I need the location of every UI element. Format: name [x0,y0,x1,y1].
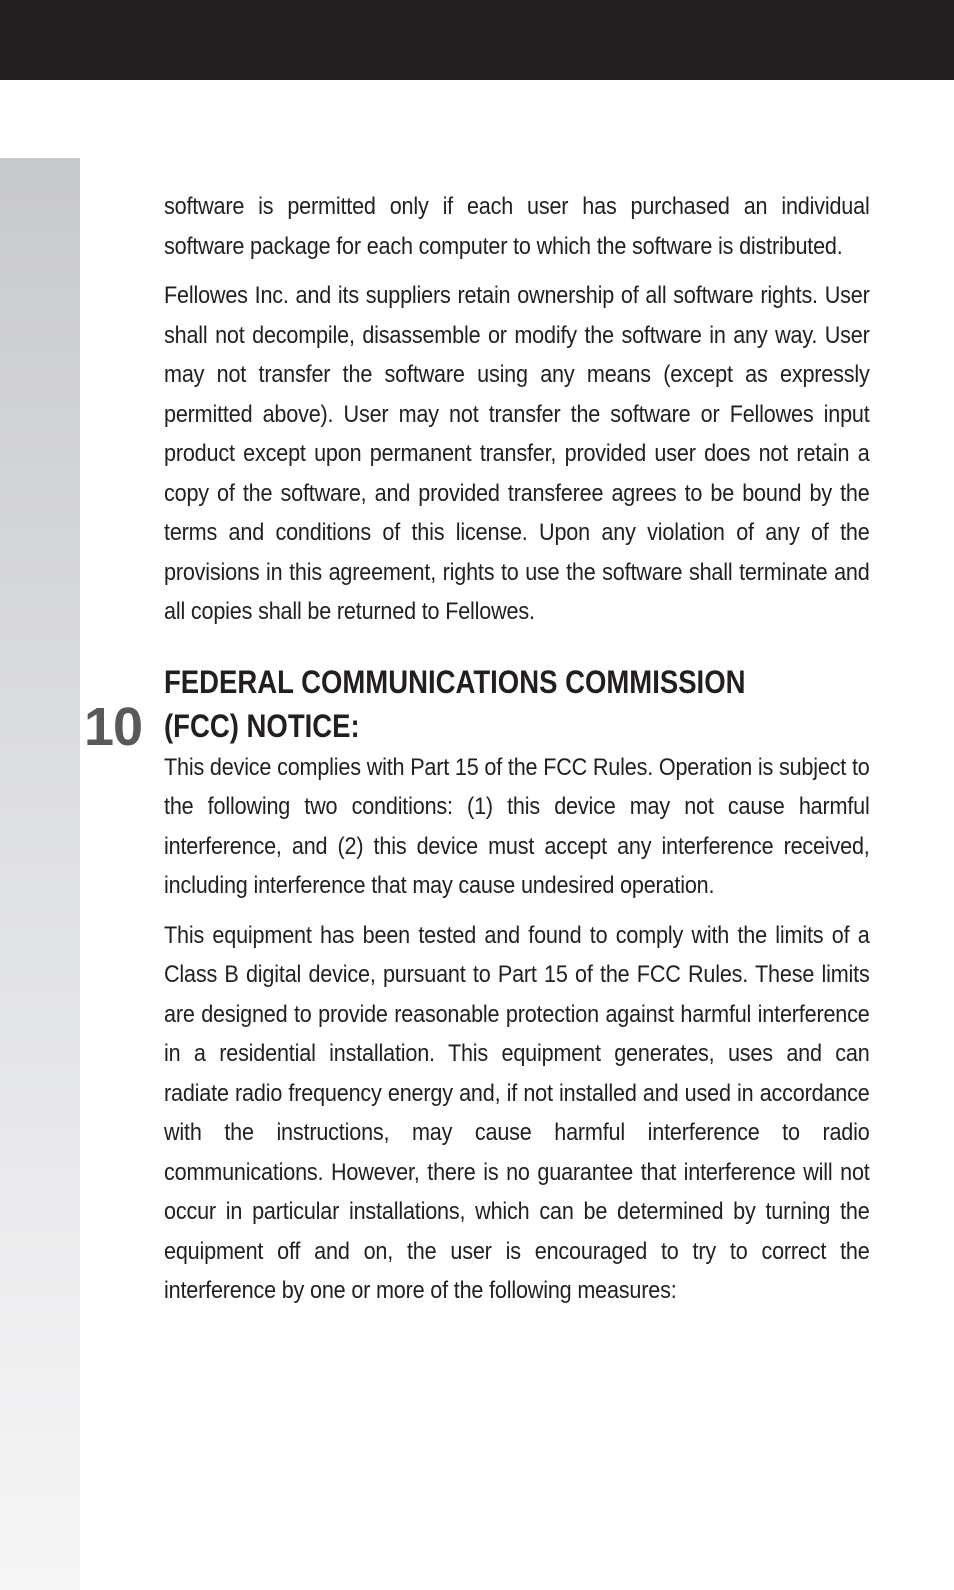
heading-line-2: (FCC) NOTICE: [164,707,360,744]
paragraph-fcc-class-b: This equipment has been tested and found to comply with the limits of a Class B digital device, pursuant to Part 15 of the FCC Rules. These limits are designed to provide reasonable protection against harmful interference in a residential installation. This equipment generates, uses and can radiate radio frequency energy and, if not installed and used in accordance with the instructions, may cause harmful interference to radio communications. However, there is no guarantee that interference will not occur in particular installations, which can be determined by turning the equipment off and on, the user is encouraged to try to correct the interference by one or more of the following measures: [164,921,870,1304]
header-bar [0,0,954,80]
paragraph-fcc-compliance: This device complies with Part 15 of the FCC Rules. Operation is subject to the following two conditions: (1) this device may not cause harmful interference, and (2) this device must accept any interference received, including interference that may cause undesired operation. [164,753,870,899]
section-heading [164,660,869,748]
paragraph-ownership: Fellowes Inc. and its suppliers retain ownership of all software rights. User shall not decompile, disassemble or modify the software in any way. User may not transfer the software using any means (except as expressly permitted above). User may not transfer the software or Fellowes input product except upon permanent transfer, provided user does not retain a copy of the software, and provided transferee agrees to be bound by the terms and conditions of this license. Upon any violation of any of the provisions in this agreement, rights to use the software shall terminate and all copies shall be returned to Fellowes. [164,282,870,625]
heading-line-1: FEDERAL COMMUNICATIONS COMMISSION [164,663,746,700]
section-number: 10 [84,697,143,757]
paragraph-distribution: software is permitted only if each user has purchased an individual software package for each computer to which the software is distributed. [164,193,870,260]
document-body [164,187,870,1321]
side-strip [0,158,80,1590]
